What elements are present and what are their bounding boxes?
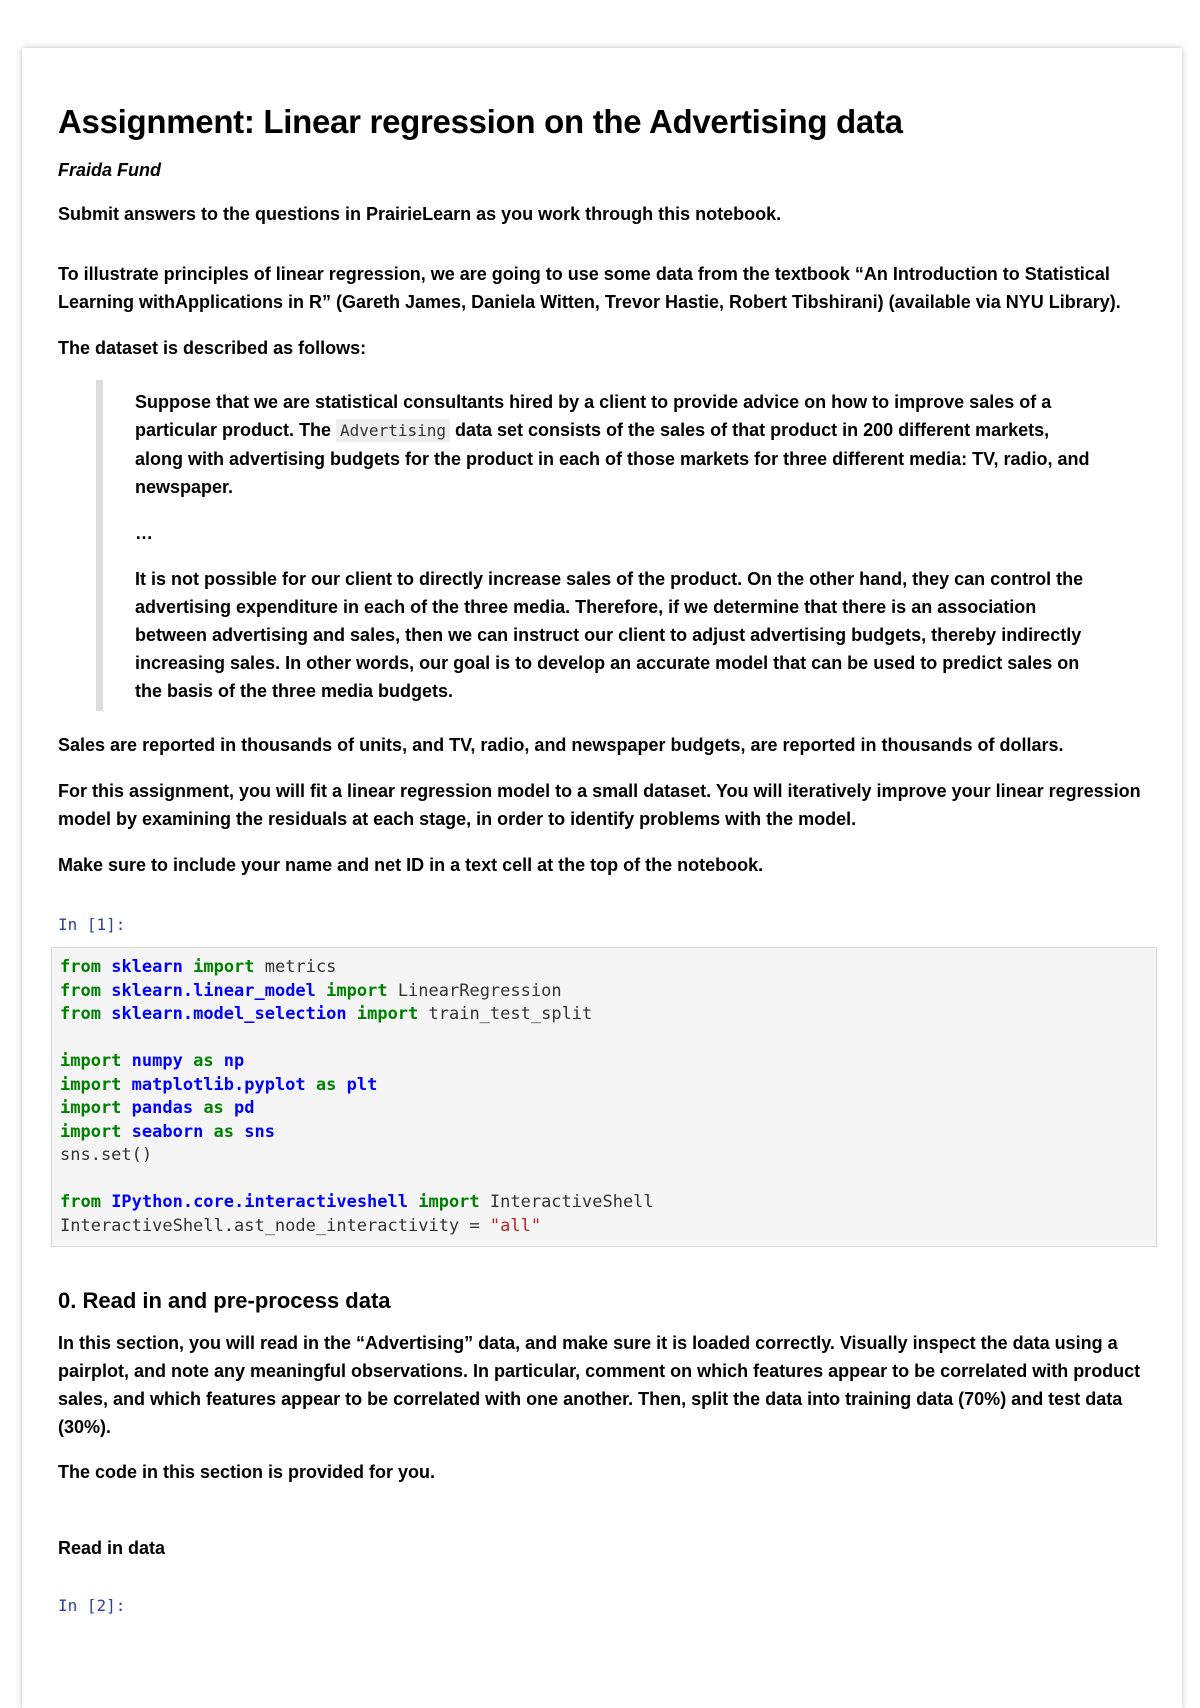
dataset-paragraph: The dataset is described as follows: [58, 338, 367, 358]
module-name: pandas [121, 1098, 194, 1118]
code-text: InteractiveShell.ast_node_interactivity = [60, 1215, 490, 1236]
code-line [60, 1121, 1148, 1145]
code-line: sns.set() [60, 1145, 153, 1165]
code-text: metrics [254, 957, 337, 977]
keyword: import [356, 1004, 419, 1024]
cell-prompt-2: In [2]: [58, 1596, 126, 1615]
code-space [101, 1004, 111, 1024]
author: Fraida Fund [58, 160, 161, 180]
code-line [60, 956, 1148, 980]
keyword: import [60, 1051, 122, 1071]
module-name: seaborn [121, 1121, 204, 1142]
code-space [347, 1004, 357, 1024]
intro-text: Submit answers to the questions in PrairieLearn as you work through this notebook. [58, 204, 782, 224]
module-name: matplotlib.pyplot [121, 1074, 306, 1095]
provided-note: The code in this section is provided for you. [58, 1462, 436, 1482]
module-name: IPython.core.interactiveshell [100, 1192, 408, 1212]
keyword: import [408, 1192, 480, 1212]
inline-code: Advertising [336, 419, 450, 442]
code-line [60, 980, 1148, 1004]
code-line [60, 1191, 1148, 1215]
module-name: plt [336, 1074, 378, 1095]
keyword: from [60, 1004, 101, 1024]
keyword: import [60, 1098, 122, 1118]
module-name: numpy [121, 1051, 183, 1071]
quote-text: Suppose that we are statistical consultants hired by a client to provide advice on how to improve sales of a particular product. The [135, 392, 1052, 440]
module-name: pd [223, 1098, 255, 1118]
code-text: LinearRegression [387, 980, 562, 1001]
code-line [60, 1003, 1148, 1027]
code-cell[interactable] [51, 947, 1157, 1247]
code-line [60, 1097, 1148, 1121]
quote-text: data set consists of the sales of that product in 200 different markets, along with advertising budgets for the product in each of those markets for three different media: TV, radio, and newspaper. [135, 420, 1090, 497]
code-blank-line [60, 1168, 1148, 1192]
code-text: train_test_split [418, 1004, 593, 1024]
cell-prompt: In [1]: [58, 915, 126, 934]
module-name: sklearn.linear_model [111, 980, 316, 1001]
subheading-read-data: Read in data [58, 1538, 166, 1558]
keyword: from [60, 957, 101, 977]
keyword: as [305, 1074, 337, 1095]
keyword: from [60, 980, 101, 1001]
code-line [60, 1050, 1148, 1074]
code-space [101, 981, 111, 1001]
name-paragraph: Make sure to include your name and net ID in a text cell at the top of the notebook. [58, 855, 764, 875]
code-text: InteractiveShell [479, 1192, 654, 1212]
module-name: sklearn [111, 957, 183, 977]
keyword: import [60, 1121, 122, 1142]
notebook-content [58, 102, 1148, 1616]
module-name: np [213, 1051, 245, 1071]
keyword: from [60, 1192, 101, 1212]
module-name: sns [234, 1121, 275, 1142]
keyword: as [182, 1051, 214, 1071]
quote-paragraph-1 [135, 388, 1095, 501]
notebook-page [22, 48, 1182, 1708]
code-line [60, 1074, 1148, 1098]
units-paragraph: Sales are reported in thousands of units, and TV, radio, and newspaper budgets, are reported in thousands of dollars. [58, 735, 1064, 755]
code-line [60, 1215, 1148, 1239]
keyword: import [60, 1074, 122, 1095]
string-literal: "all" [489, 1215, 542, 1236]
section-paragraph: In this section, you will read in the “Advertising” data, and make sure it is loaded correctly. Visually inspect the data using a pairplot, and note any meaningful observations. In particular, comment on which features appear to be correlated with product sales, and which features appear to be correlated with one another. Then, split the data into training data (70%) and test data (30%). [58, 1333, 1141, 1437]
keyword: as [193, 1098, 224, 1118]
code-space [183, 957, 193, 977]
code-blank-line [60, 1027, 1148, 1051]
assignment-paragraph: For this assignment, you will fit a linear regression model to a small dataset. You will iteratively improve your linear regression model by examining the residuals at each stage, in order to identify problems with the model. [58, 781, 1141, 829]
section-heading: 0. Read in and pre-process data [58, 1288, 391, 1313]
quote-ellipsis: … [135, 523, 153, 543]
keyword: as [203, 1121, 235, 1142]
page-title: Assignment: Linear regression on the Advertising data [58, 103, 903, 140]
keyword: import [193, 957, 255, 977]
code-space [316, 981, 326, 1001]
code-space [101, 957, 111, 977]
textbook-paragraph: To illustrate principles of linear regression, we are going to use some data from the textbook “An Introduction to Statistical Learning withApplications in R” (Gareth James, Daniela Witten, Trevor Hastie, Robert Tibshirani) (available via NYU Library). [58, 264, 1121, 312]
keyword: import [326, 980, 388, 1001]
dataset-quote [96, 380, 1095, 711]
module-name: sklearn.model_selection [111, 1004, 347, 1024]
quote-paragraph-2: It is not possible for our client to directly increase sales of the product. On the other hand, they can control the advertising expenditure in each of the three media. Therefore, if we determine that there is an association between advertising and sales, then we can instruct our client to adjust advertising budgets, thereby indirectly increasing sales. In other words, our goal is to develop an accurate model that can be used to predict sales on the basis of the three media budgets. [135, 569, 1084, 701]
